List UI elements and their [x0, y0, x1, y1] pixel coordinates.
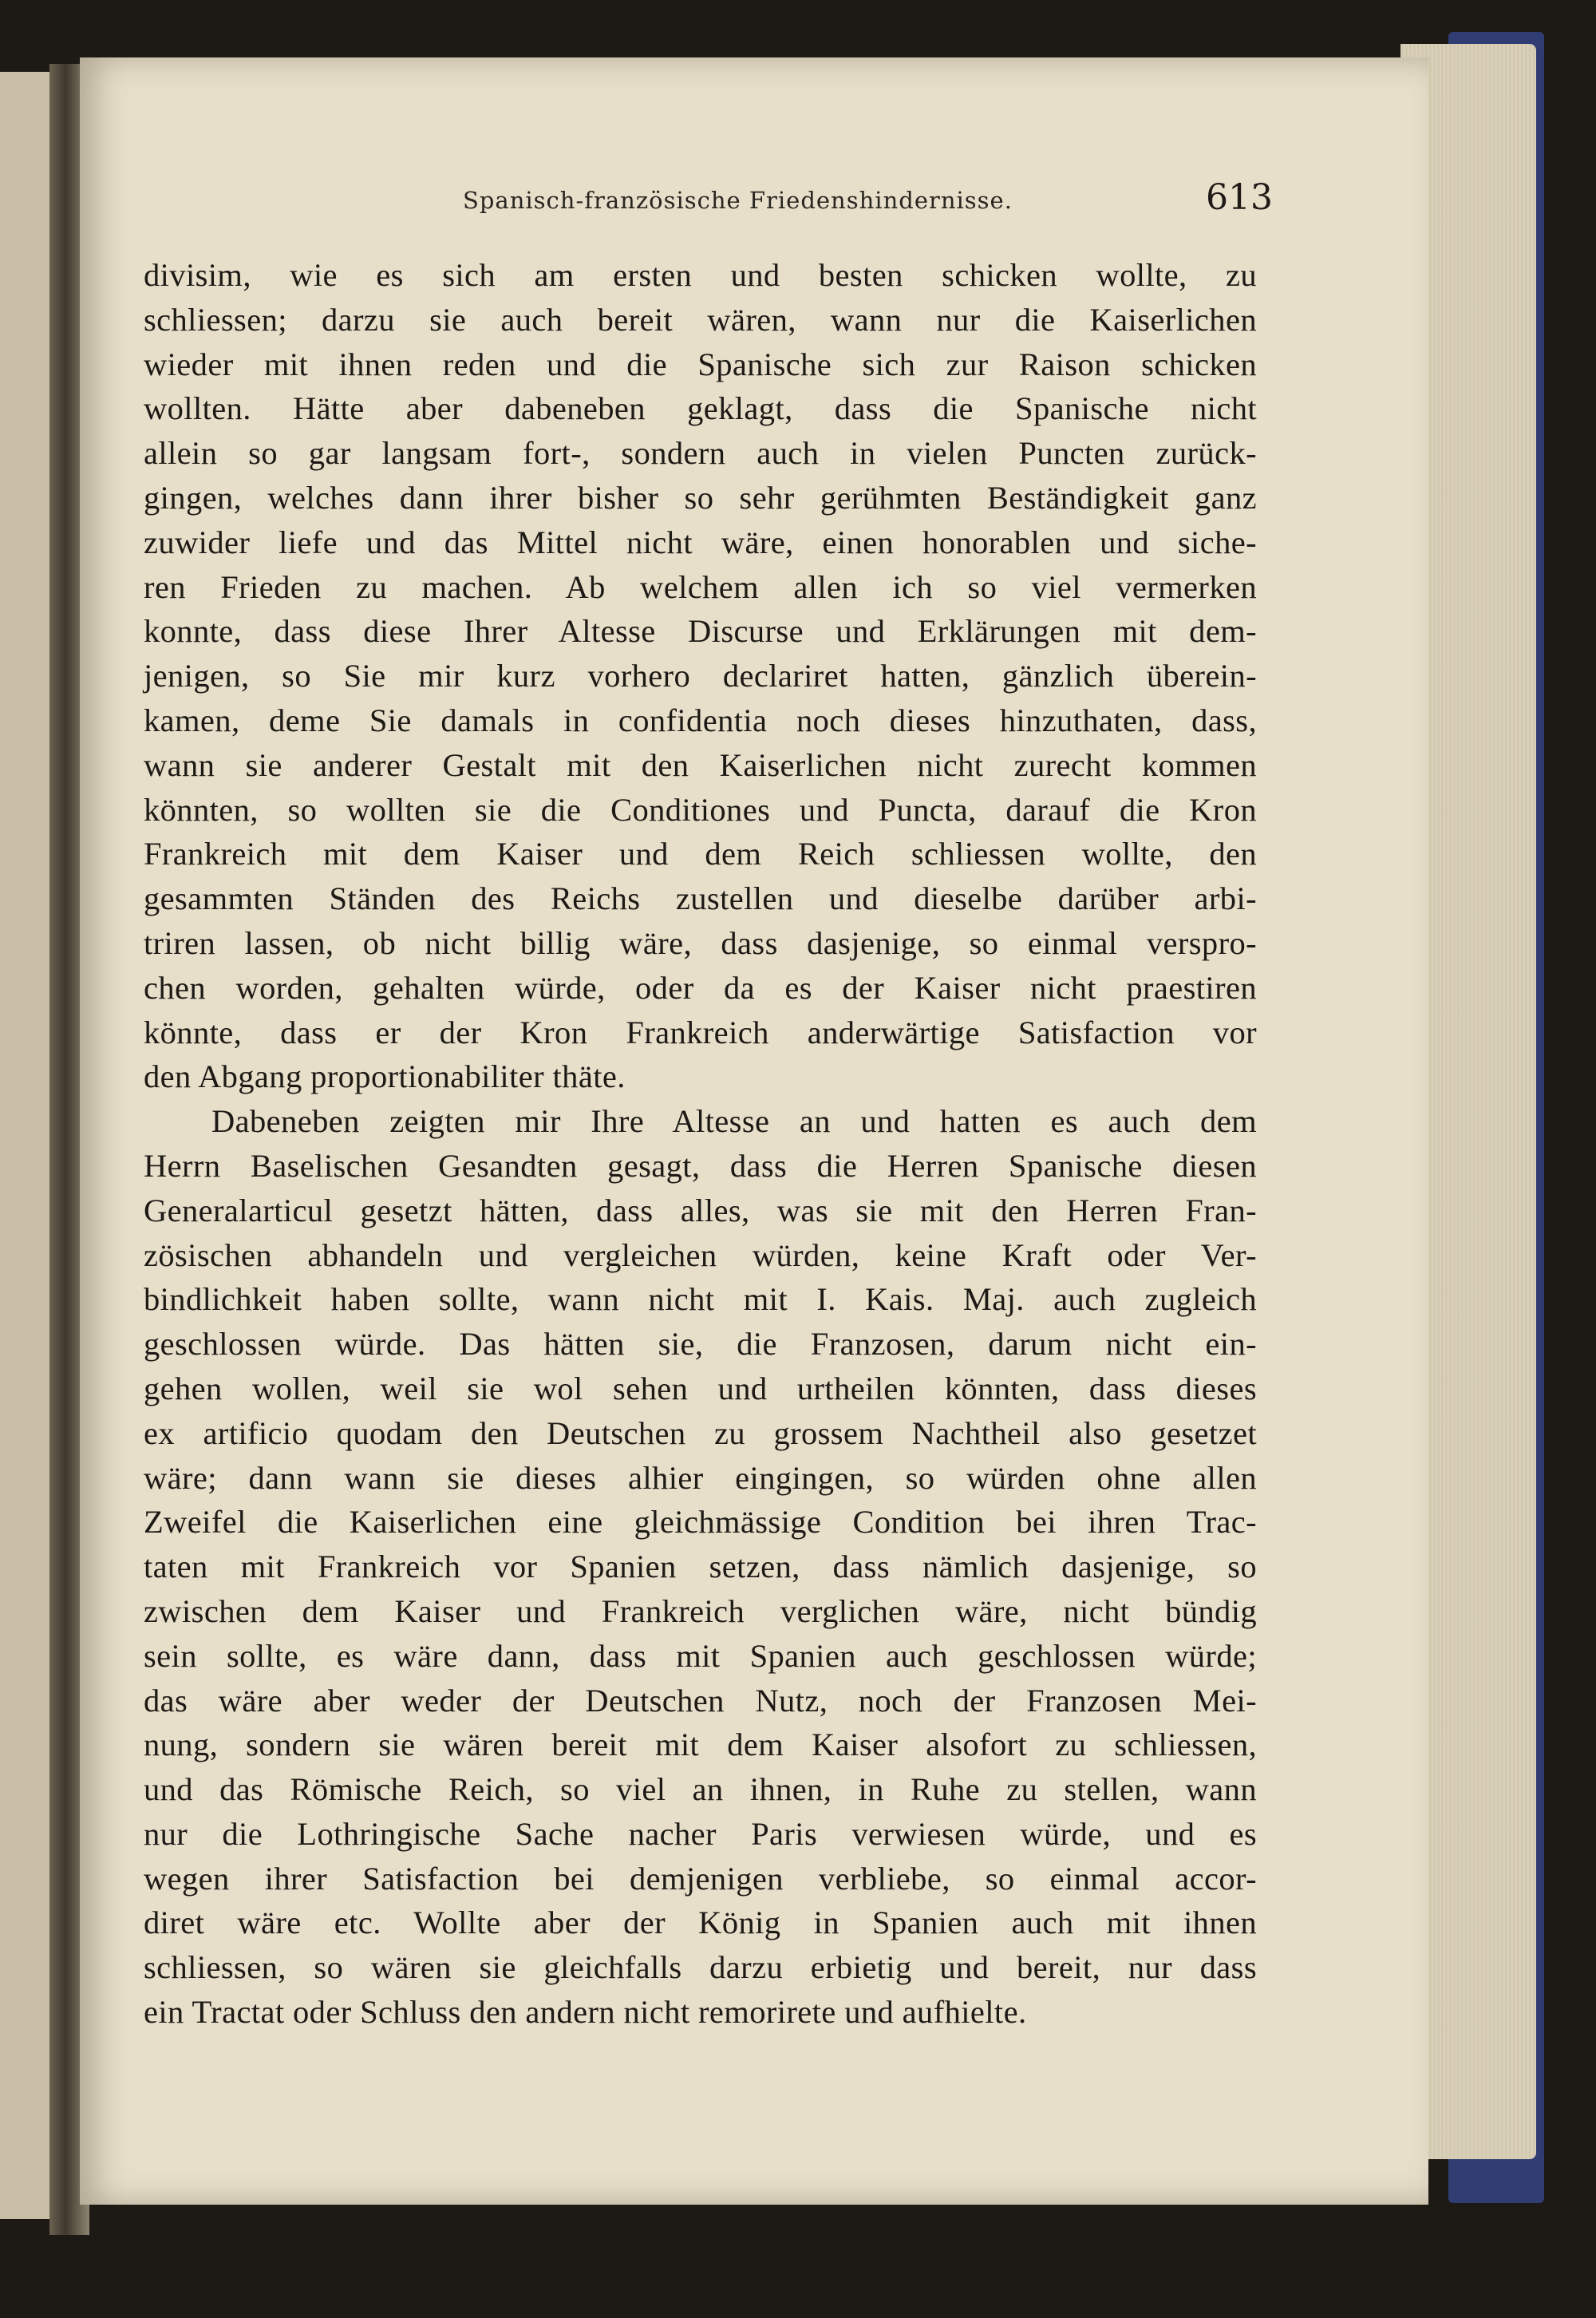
running-head: [279, 177, 1273, 225]
text-line: gehen wollen, weil sie wol sehen und urtheilen könnten, dass dieses: [144, 1370, 1257, 1406]
text-line: den Abgang proportionabiliter thäte.: [144, 1058, 626, 1095]
text-line: gesammten Ständen des Reichs zustellen und dieselbe darüber arbi-: [144, 880, 1257, 917]
text-line: chen worden, gehalten würde, oder da es der Kaiser nicht praestiren: [144, 969, 1257, 1006]
text-line: geschlossen würde. Das hätten sie, die Franzosen, darum nicht ein-: [144, 1326, 1257, 1363]
text-line: bindlichkeit haben sollte, wann nicht mit I. Kais. Maj. auch zugleich: [144, 1281, 1257, 1318]
text-line: wann sie anderer Gestalt mit den Kaiserlichen nicht zurecht kommen: [144, 746, 1257, 783]
text-line: wäre; dann wann sie dieses alhier eingingen, so würden ohne allen: [144, 1459, 1257, 1496]
text-line: schliessen; darzu sie auch bereit wären, wann nur die Kaiserlichen: [144, 301, 1257, 338]
text-line: triren lassen, ob nicht billig wäre, dass dasjenige, so einmal verspro-: [144, 924, 1257, 961]
running-head-title: Spanisch-französische Friedenshindernisse.: [463, 187, 1013, 214]
text-line: zwischen dem Kaiser und Frankreich verglichen wäre, nicht bündig: [144, 1592, 1257, 1629]
text-line: ein Tractat oder Schluss den andern nicht remorirete und aufhielte.: [144, 1994, 1027, 2031]
book-page: [80, 57, 1428, 2205]
text-line: wollten. Hätte aber dabeneben geklagt, dass die Spanische nicht: [144, 390, 1257, 427]
text-line: nur die Lothringische Sache nacher Paris verwiesen würde, und es: [144, 1815, 1257, 1852]
text-line: ex artificio quodam den Deutschen zu grossem Nachtheil also gesetzet: [144, 1414, 1257, 1451]
text-line: konnte, dass diese Ihrer Altesse Discurse und Erklärungen mit dem-: [144, 613, 1257, 650]
text-line: und das Römische Reich, so viel an ihnen, in Ruhe zu stellen, wann: [144, 1771, 1257, 1808]
text-line: sein sollte, es wäre dann, dass mit Spanien auch geschlossen würde;: [144, 1637, 1257, 1674]
text-line: Zweifel die Kaiserlichen eine gleichmässige Condition bei ihren Trac-: [144, 1504, 1257, 1541]
text-line: kamen, deme Sie damals in confidentia noch dieses hinzuthaten, dass,: [144, 702, 1257, 738]
text-line: könnten, so wollten sie die Conditiones und Puncta, darauf die Kron: [144, 791, 1257, 828]
text-line: zösischen abhandeln und vergleichen würden, keine Kraft oder Ver-: [144, 1236, 1257, 1273]
text-line: gingen, welches dann ihrer bisher so sehr gerühmten Beständigkeit ganz: [144, 479, 1257, 516]
text-line: wegen ihrer Satisfaction bei demjenigen verbliebe, so einmal accor-: [144, 1860, 1257, 1897]
text-line: das wäre aber weder der Deutschen Nutz, noch der Franzosen Mei-: [144, 1682, 1257, 1719]
text-line: schliessen, so wären sie gleichfalls darzu erbietig und bereit, nur dass: [144, 1949, 1257, 1986]
page-number: 613: [1206, 177, 1273, 218]
text-line: zuwider liefe und das Mittel nicht wäre, einen honorablen und siche-: [144, 524, 1257, 560]
text-line: divisim, wie es sich am ersten und besten schicken wollte, zu: [144, 257, 1257, 293]
text-line: Herrn Baselischen Gesandten gesagt, dass die Herren Spanische diesen: [144, 1147, 1257, 1184]
text-line: diret wäre etc. Wollte aber der König in Spanien auch mit ihnen: [144, 1905, 1257, 1941]
text-line: könnte, dass er der Kron Frankreich anderwärtige Satisfaction vor: [144, 1014, 1257, 1050]
text-line: wieder mit ihnen reden und die Spanische sich zur Raison schicken: [144, 346, 1257, 382]
left-page-edge: [0, 72, 49, 2219]
text-line: Frankreich mit dem Kaiser und dem Reich schliessen wollte, den: [144, 836, 1257, 872]
text-line: nung, sondern sie wären bereit mit dem Kaiser alsofort zu schliessen,: [144, 1727, 1257, 1763]
body-text: [144, 253, 1257, 2035]
text-line: Dabeneben zeigten mir Ihre Altesse an und hatten es auch dem: [211, 1103, 1257, 1140]
text-line: allein so gar langsam fort-, sondern auch in vielen Puncten zurück-: [144, 435, 1257, 472]
text-line: taten mit Frankreich vor Spanien setzen, dass nämlich dasjenige, so: [144, 1549, 1257, 1585]
text-line: jenigen, so Sie mir kurz vorhero declariret hatten, gänzlich überein-: [144, 658, 1257, 694]
text-line: ren Frieden zu machen. Ab welchem allen ich so viel vermerken: [144, 568, 1257, 605]
text-line: Generalarticul gesetzt hätten, dass alles, was sie mit den Herren Fran-: [144, 1192, 1257, 1228]
